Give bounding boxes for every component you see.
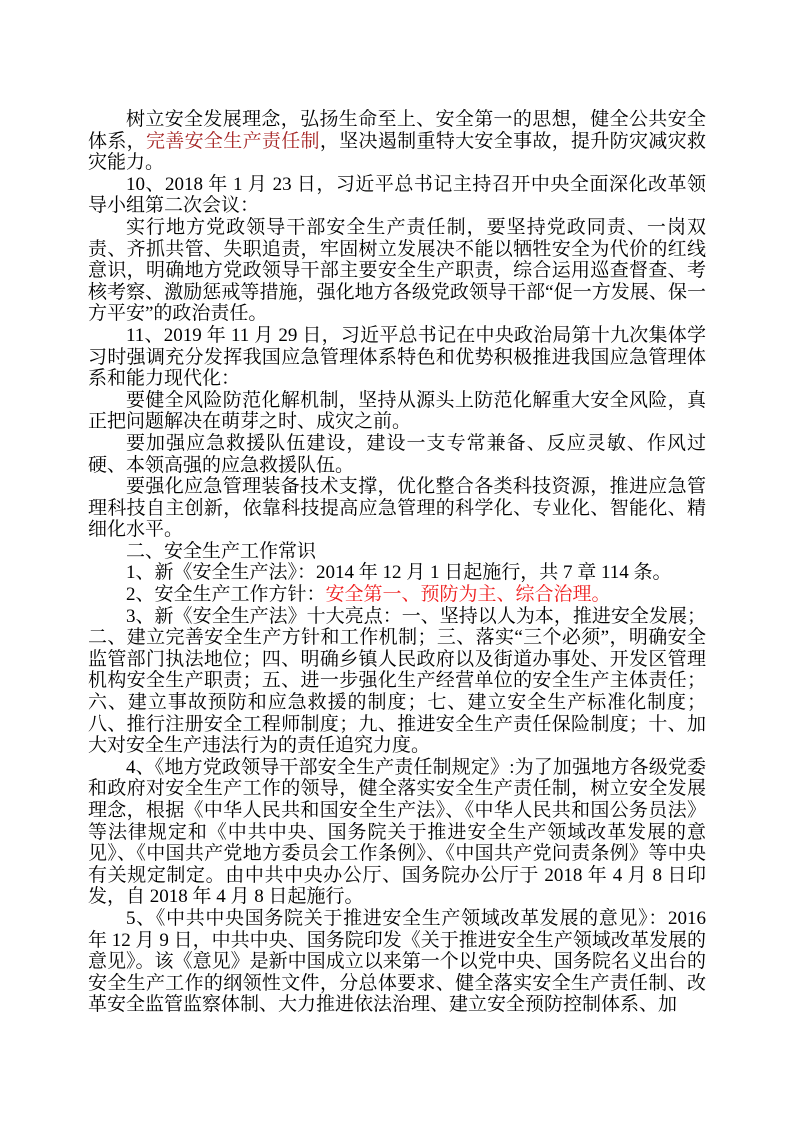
paragraph-3 bbox=[88, 217, 706, 325]
text-segment: 要健全风险防范化解机制，坚持从源头上防范化解重大安全风险，真正把问题解决在萌芽之时、成灾之前。 bbox=[88, 389, 706, 433]
paragraph-2 bbox=[88, 174, 706, 217]
paragraph-9 bbox=[88, 562, 706, 584]
text-segment: 11、2019 年 11 月 29 日，习近平总书记在中央政治局第十九次集体学习时强调充分发挥我国应急管理体系特色和优势积极推进我国应急管理体系和能力现代化： bbox=[88, 324, 706, 390]
text-segment: 2、安全生产工作方针： bbox=[126, 584, 326, 606]
paragraph-7 bbox=[88, 476, 706, 541]
paragraph-13 bbox=[88, 908, 706, 1016]
paragraph-5 bbox=[88, 390, 706, 433]
text-segment: ，坚决遏制重特大安全事故，提升防灾减灾救灾能力。 bbox=[88, 130, 706, 174]
paragraph-10 bbox=[88, 584, 706, 606]
paragraph-1 bbox=[88, 109, 706, 174]
paragraph-8 bbox=[88, 541, 706, 563]
paragraph-11 bbox=[88, 606, 706, 757]
text-segment: 完善安全生产责任制 bbox=[145, 130, 320, 152]
text-segment: 安全第一、预防为主、综合治理。 bbox=[325, 584, 611, 606]
text-segment: 1、新《安全生产法》：2014 年 12 月 1 日起施行，共 7 章 114 条。 bbox=[126, 562, 672, 584]
paragraph-6 bbox=[88, 433, 706, 476]
text-segment: 4、《地方党政领导干部安全生产责任制规定》:为了加强地方各级党委和政府对安全生产工作的领导，健全落实安全生产责任制，树立安全发展理念，根据《中华人民共和国安全生产法》、《中华人民共和国公务员法》等法律规定和《中共中央、国务院关于推进安全生产领域改革发展的意见》、《中国共产党地方委员会工作条例》、《中国共产党问责条例》等中央有关规定制定。由中共中央办公厅、国务院办公厅于 2018 年 4 月 8 日印发，自 2018 年 4 月 8 日起施行。 bbox=[88, 756, 706, 908]
text-segment: 要加强应急救援队伍建设，建设一支专常兼备、反应灵敏、作风过硬、本领高强的应急救援队伍。 bbox=[88, 432, 706, 476]
text-segment: 树立安全发展理念，弘扬生命至上、安全第一的思想，健全公共安全体系， bbox=[88, 109, 706, 152]
text-segment: 实行地方党政领导干部安全生产责任制，要坚持党政同责、一岗双责、齐抓共管、失职追责，牢固树立发展决不能以牺牲安全为代价的红线意识，明确地方党政领导干部主要安全生产职责，综合运用巡查督查、考核考察、激励惩戒等措施，强化地方各级党政领导干部“促一方发展、保一方平安”的政治责任。 bbox=[88, 216, 706, 325]
text-segment: 5、《中共中央国务院关于推进安全生产领域改革发展的意见》：2016 年 12 月 9 日，中共中央、国务院印发《关于推进安全生产领域改革发展的意见》。该《意见》是新中国成立以来第一个以党中央、国务院名义出台的安全生产工作的纲领性文件，分总体要求、健全落实安全生产责任制、改革安全监管监察体制、大力推进依法治理、建立安全预防控制体系、加 bbox=[88, 907, 706, 1016]
document-content bbox=[88, 109, 706, 1016]
text-segment: 二、安全生产工作常识 bbox=[126, 540, 317, 562]
text-segment: 3、新《安全生产法》十大亮点：一、坚持以人为本，推进安全发展；二、建立完善安全生产方针和工作机制；三、落实“三个必须”，明确安全监管部门执法地位；四、明确乡镇人民政府以及街道办事处、开发区管理机构安全生产职责；五、进一步强化生产经营单位的安全生产主体责任；六、建立事故预防和应急救援的制度；七、建立安全生产标准化制度；八、推行注册安全工程师制度；九、推进安全生产责任保险制度；十、加大对安全生产违法行为的责任追究力度。 bbox=[88, 605, 706, 757]
text-segment: 10、2018 年 1 月 23 日，习近平总书记主持召开中央全面深化改革领导小组第二次会议： bbox=[88, 173, 706, 217]
text-segment: 要强化应急管理装备技术支撑，优化整合各类科技资源，推进应急管理科技自主创新，依靠科技提高应急管理的科学化、专业化、智能化、精细化水平。 bbox=[88, 476, 706, 541]
paragraph-12 bbox=[88, 757, 706, 908]
paragraph-4 bbox=[88, 325, 706, 390]
